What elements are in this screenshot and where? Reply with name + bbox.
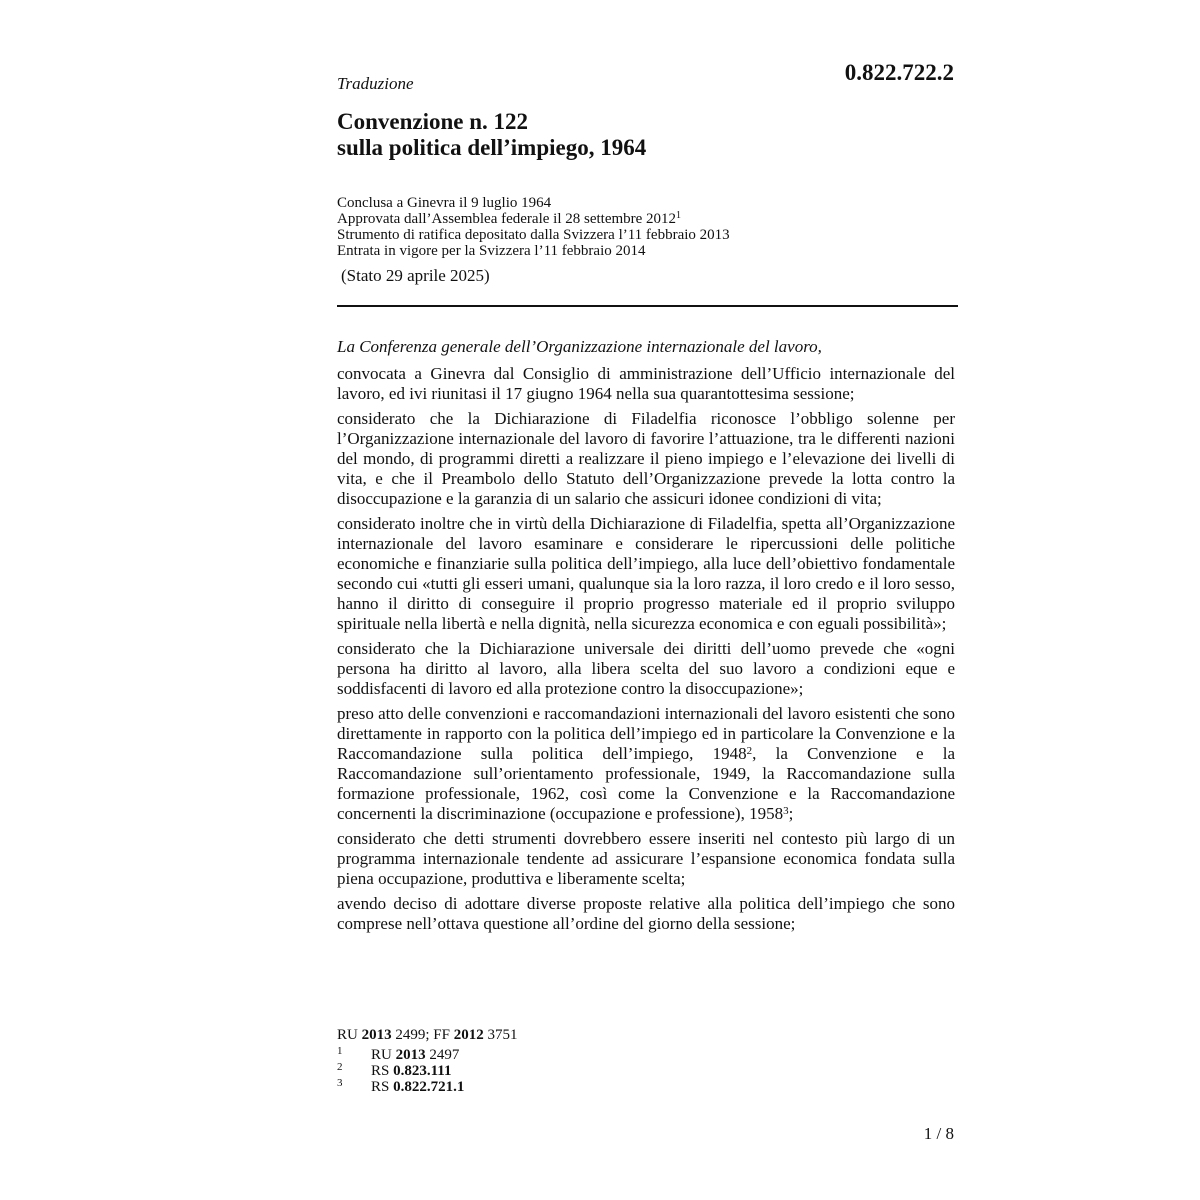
preamble-paragraph: considerato che la Dichiarazione universale dei diritti dell’uomo prevede che «ogni persona ha diritto al lavoro, alla libera scelta del suo lavoro a condizioni eque e soddisfacenti di lavoro ed alla protezione contro la disoccupazione»; xyxy=(337,639,955,698)
footnote-ref-2: 2 xyxy=(746,745,753,757)
footnote-ref-3: 3 xyxy=(783,805,789,817)
status-date: (Stato 29 aprile 2025) xyxy=(341,266,490,285)
footnote-number: 2 xyxy=(337,1061,343,1073)
footnote-text: RS 0.822.721.1 xyxy=(371,1079,465,1095)
footnote-item xyxy=(337,1063,517,1079)
footnote-number: 1 xyxy=(337,1045,343,1057)
meta-entry-into-force: Entrata in vigore per la Svizzera l’11 febbraio 2014 xyxy=(337,243,646,259)
sr-number: 0.822.722.2 xyxy=(844,60,954,85)
preamble-paragraph: avendo deciso di adottare diverse proposte relative alla politica dell’impiego che sono comprese nell’ottava questione all’ordine del giorno della sessione; xyxy=(337,894,955,933)
header-divider xyxy=(337,305,958,307)
footnote-source: RU 2013 2499; FF 2012 3751 xyxy=(337,1027,518,1043)
translation-label: Traduzione xyxy=(337,74,414,93)
footnote-number: 3 xyxy=(337,1077,343,1089)
preamble xyxy=(337,337,955,939)
footnote-text: RS 0.823.111 xyxy=(371,1063,452,1079)
title-line-2: sulla politica dell’impiego, 1964 xyxy=(337,135,647,160)
preamble-paragraph: preso atto delle convenzioni e raccomandazioni internazionali del lavoro esistenti che sono direttamente in rapporto con la politica dell’impiego ed in particolare la Convenzione e la Raccomandazione sulla politica dell’impiego, 1948$^2$, la Convenzione e la Raccomandazione sull’orientamento professionale, 1949, la Raccomandazione sulla formazione professionale, 1962, così come la Convenzione e la Raccomandazione concernenti la discriminazione (occupazione e professione), 1958$^3$; xyxy=(337,704,955,823)
page-number: 1 / 8 xyxy=(923,1124,954,1143)
footnote-ref-1: 1 xyxy=(676,210,682,221)
preamble-paragraph: considerato inoltre che in virtù della Dichiarazione di Filadelfia, spetta all’Organizzazione internazionale del lavoro esaminare e considerare le ripercussioni delle politiche economiche e finanziarie sulla politica dell’impiego, alla luce dell’obiettivo fondamentale secondo cui «tutti gli esseri umani, qualunque sia la loro razza, il loro credo e il loro sesso, hanno il diritto di conseguire il proprio progresso materiale ed il proprio sviluppo spirituale nella libertà e nella dignità, nella sicurezza economica e con eguali possibilità»; xyxy=(337,514,955,633)
footnote-item xyxy=(337,1079,517,1095)
preamble-paragraph: considerato che detti strumenti dovrebbero essere inseriti nel contesto più largo di un programma internazionale tendente ad assicurare l’espansione economica fondata sulla piena occupazione, produttiva e liberamente scelta; xyxy=(337,829,955,888)
preamble-paragraph: considerato che la Dichiarazione di Filadelfia riconosce l’obbligo solenne per l’Organizzazione internazionale del lavoro di favorire l’attuazione, tra le differenti nazioni del mondo, di programmi diretti a realizzare il pieno impiego e l’elevazione dei livelli di vita, e che il Preambolo dello Statuto dell’Organizzazione prevede la lotta contro la disoccupazione e la garanzia di un salario che assicuri idonee condizioni di vita; xyxy=(337,409,955,508)
meta-ratification: Strumento di ratifica depositato dalla Svizzera l’11 febbraio 2013 xyxy=(337,227,730,243)
footnote-text: RU 2013 2497 xyxy=(371,1047,460,1063)
title-line-1: Convenzione n. 122 xyxy=(337,109,529,134)
document-metadata xyxy=(337,195,730,259)
footnote-item xyxy=(337,1047,517,1063)
document-title xyxy=(337,109,646,161)
meta-approved: Approvata dall’Assemblea federale il 28 settembre 2012$^1$ xyxy=(337,210,682,227)
meta-concluded: Conclusa a Ginevra il 9 luglio 1964 xyxy=(337,195,552,211)
footnotes xyxy=(337,1027,517,1095)
preamble-intro: La Conferenza generale dell’Organizzazione internazionale del lavoro, xyxy=(337,337,822,356)
preamble-paragraph: convocata a Ginevra dal Consiglio di amministrazione dell’Ufficio internazionale del lavoro, ed ivi riunitasi il 17 giugno 1964 nella sua quarantottesima sessione; xyxy=(337,364,955,403)
